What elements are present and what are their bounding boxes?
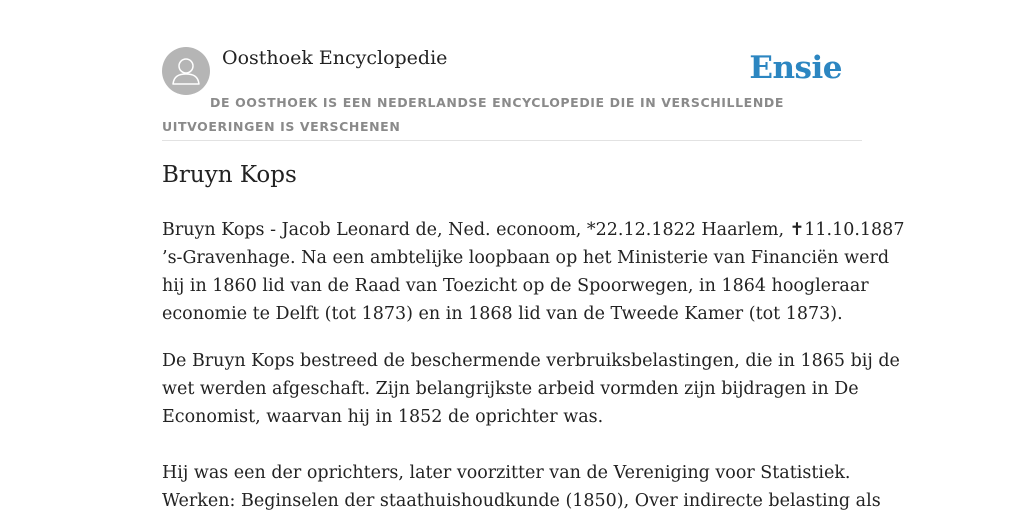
paragraph-1 <box>162 216 905 328</box>
paragraph-2 <box>162 347 900 431</box>
user-icon <box>162 47 210 95</box>
text-line: Economist, waarvan hij in 1852 de oprichter was. <box>162 407 604 427</box>
text-line: De Bruyn Kops bestreed de beschermende verbruiksbelastingen, die in 1865 bij de <box>162 351 900 371</box>
text-line: economie te Delft (tot 1873) en in 1868 lid van de Tweede Kamer (tot 1873). <box>162 304 843 324</box>
text-line: Werken: Beginselen der staathuishoudkunde (1850), Over indirecte belasting als <box>162 491 881 511</box>
text-line: Bruyn Kops - Jacob Leonard de, Ned. econoom, *22.12.1822 Haarlem, ✝11.10.1887 <box>162 220 905 240</box>
text-line: hij in 1860 lid van de Raad van Toezicht op de Spoorwegen, in 1864 hoogleraar <box>162 276 869 296</box>
article-title: Bruyn Kops <box>162 162 297 188</box>
header <box>162 44 862 141</box>
author-name[interactable]: Oosthoek Encyclopedie <box>222 47 448 69</box>
article-body <box>162 216 905 512</box>
brand-logo[interactable]: Ensie <box>749 50 842 86</box>
text-line: wet werden afgeschaft. Zijn belangrijkste arbeid vormden zijn bijdragen in De <box>162 379 859 399</box>
paragraph-3 <box>162 459 882 512</box>
author-tagline: DE OOSTHOEK IS EEN NEDERLANDSE ENCYCLOPEDIE DIE IN VERSCHILLENDE UITVOERINGEN IS VERSCHENEN <box>162 95 784 134</box>
text-line: Hij was een der oprichters, later voorzitter van de Vereniging voor Statistiek. <box>162 463 851 483</box>
text-line: ’s-Gravenhage. Na een ambtelijke loopbaan op het Ministerie van Financiën werd <box>162 248 890 268</box>
avatar[interactable] <box>162 47 210 95</box>
